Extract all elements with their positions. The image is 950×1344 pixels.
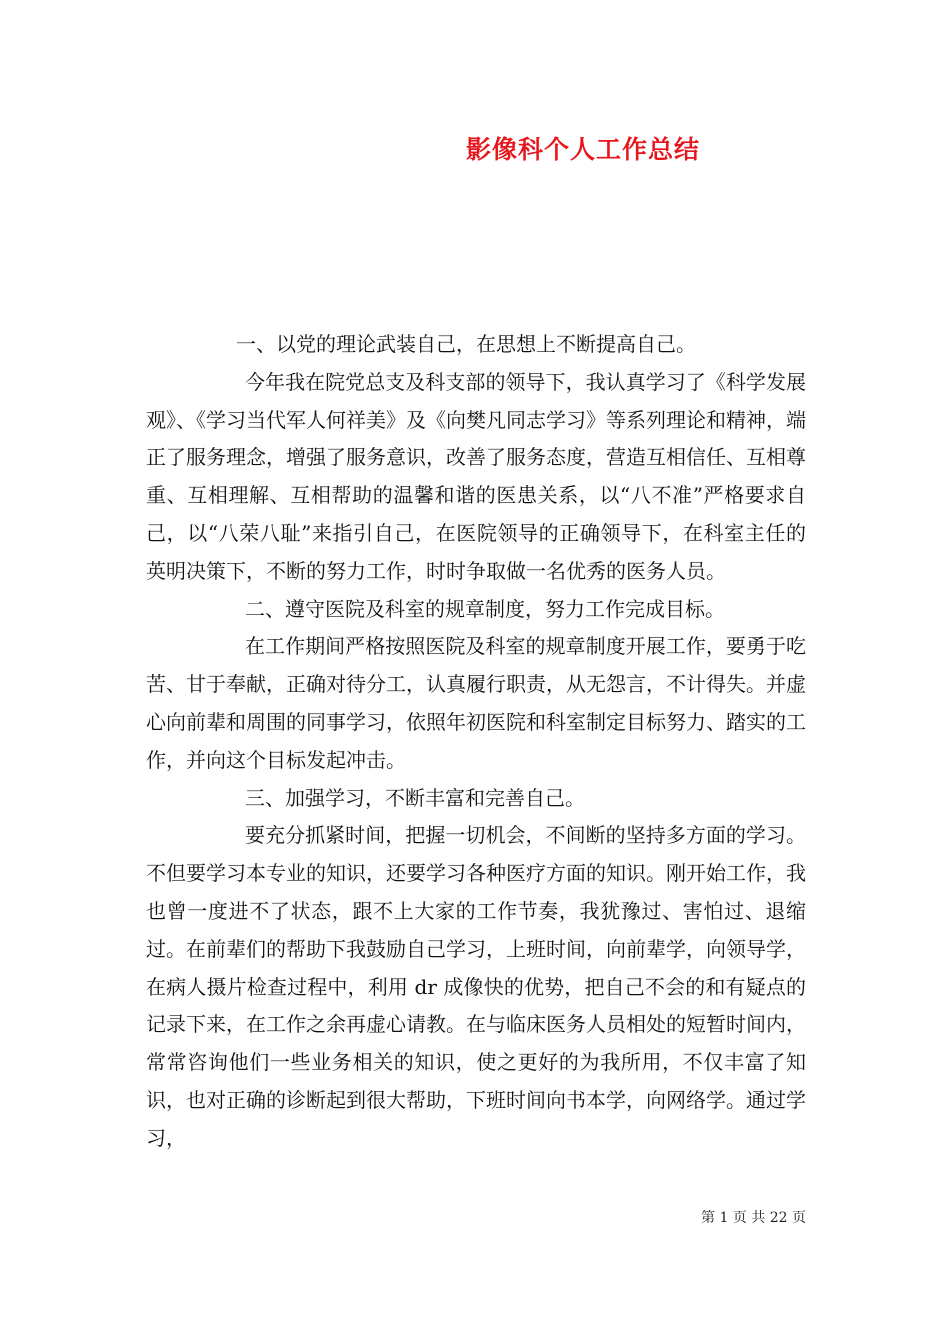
section-paragraph-2: 在工作期间严格按照医院及科室的规章制度开展工作，要勇于吃苦、甘于奉献，正确对待分工，认真履行职责，从无怨言，不计得失。并虚心向前辈和周围的同事学习，依照年初医院和科室制定目标努力、踏实的工作，并向这个目标发起冲击。 xyxy=(146,634,806,772)
section-heading-1: 一、以党的理论武装自己，在思想上不断提高自己。 xyxy=(236,332,696,356)
section-paragraph-1: 今年我在院党总支及科支部的领导下，我认真学习了《科学发展观》、《学习当代军人何祥美》及《向樊凡同志学习》等系列理论和精神，端正了服务理念，增强了服务意识，改善了服务态度，营造互相信任、互相尊重、互相理解、互相帮助的温馨和谐的医患关系，以“八不准”严格要求自己，以“八荣八耻”来指引自己，在医院领导的正确领导下，在科室主任的英明决策下，不断的努力工作，时时争取做一名优秀的医务人员。 xyxy=(146,369,806,583)
section-heading-2: 二、遵守医院及科室的规章制度，努力工作完成目标。 xyxy=(245,596,725,621)
document-body xyxy=(146,326,806,1158)
section-paragraph-3: 要充分抓紧时间，把握一切机会，不间断的坚持多方面的学习。不但要学习本专业的知识，还要学习各种医疗方面的知识。刚开始工作，我也曾一度进不了状态，跟不上大家的工作节奏，我犹豫过、害怕过、退缩过。在前辈们的帮助下我鼓励自己学习，上班时间，向前辈学，向领导学，在病人摄片检查过程中，利用 dr 成像快的优势，把自己不会的和有疑点的记录下来，在工作之余再虚心请教。在与临床医务人员相处的短暂时间内，常常咨询他们一些业务相关的知识，使之更好的为我所用，不仅丰富了知识，也对正确的诊断起到很大帮助，下班时间向书本学，向网络学。通过学习， xyxy=(146,823,806,1150)
section-heading-3: 三、加强学习，不断丰富和完善自己。 xyxy=(245,785,585,810)
document-title: 影像科个人工作总结 xyxy=(465,135,700,164)
page-number: 第 1 页 共 22 页 xyxy=(701,1210,806,1226)
